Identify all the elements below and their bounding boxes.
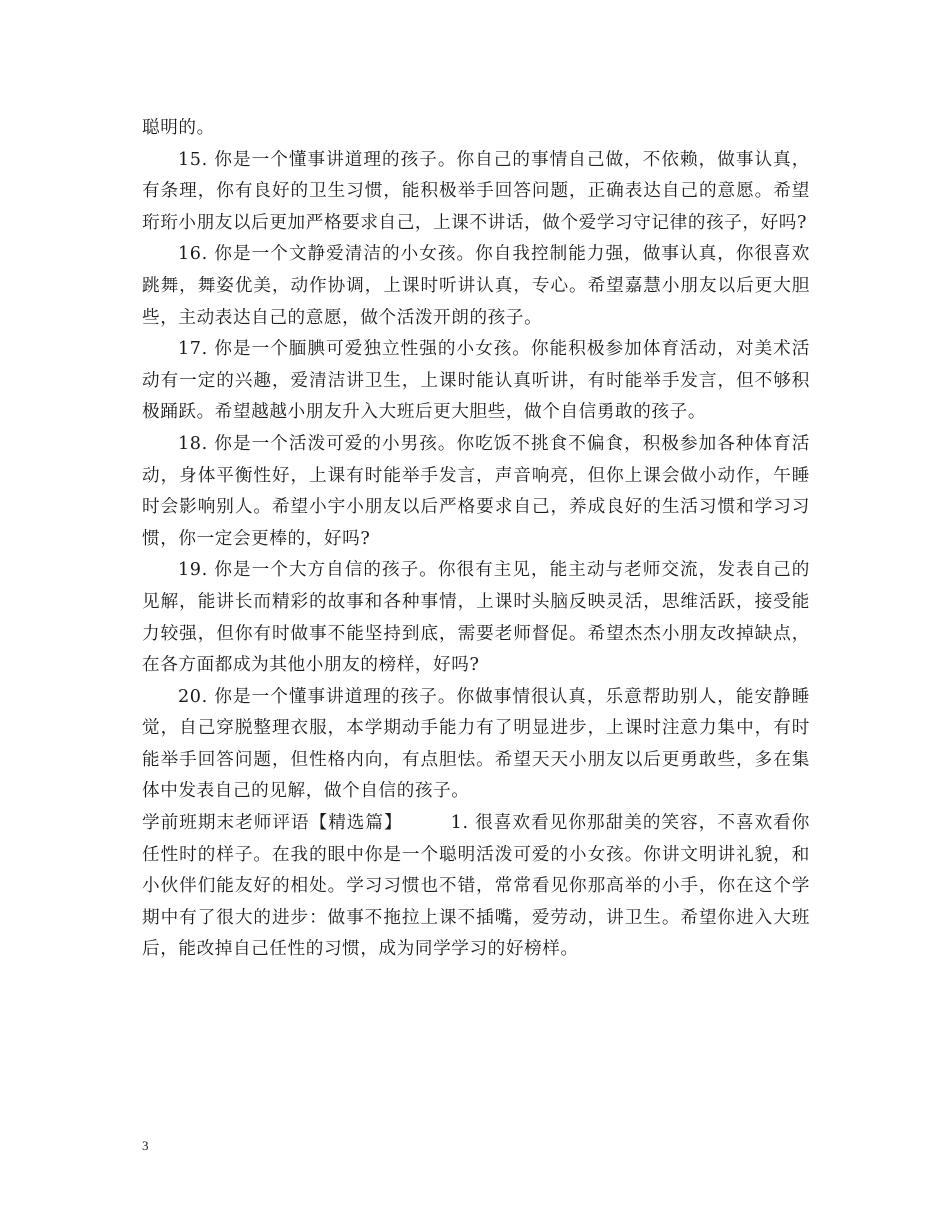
section-heading: 学前班期末老师评语【精选篇】: [142, 813, 403, 834]
comment-item-19: 19. 你是一个大方自信的孩子。你很有主见，能主动与老师交流，发表自己的见解，能讲长而精彩的故事和各种事情，上课时头脑反映灵活，思维活跃，接受能力较强，但你有时做事不能坚持到底，需要老师督促。希望杰杰小朋友改掉缺点，在各方面都成为其他小朋友的榜样，好吗?: [142, 560, 810, 676]
comment-item-16: 16. 你是一个文静爱清洁的小女孩。你自我控制能力强，做事认真，你很喜欢跳舞，舞姿优美，动作协调，上课时听讲认真，专心。希望嘉慧小朋友以后更大胆些，主动表达自己的意愿，做个活泼开朗的孩子。: [142, 244, 810, 328]
comment-item-20: 20. 你是一个懂事讲道理的孩子。你做事情很认真，乐意帮助别人，能安静睡觉，自己穿脱整理衣服，本学期动手能力有了明显进步，上课时注意力集中，有时能举手回答问题，但性格内向，有点胆怯。希望天天小朋友以后更勇敢些，多在集体中发表自己的见解，做个自信的孩子。: [142, 686, 810, 802]
section-item-1: 1. 很喜欢看见你那甜美的笑容，不喜欢看你任性时的样子。在我的眼中你是一个聪明活泼可爱的小女孩。你讲文明讲礼貌，和小伙伴们能友好的相处。学习习惯也不错，常常看见你那高举的小手，你在这个学期中有了很大的进步：做事不拖拉上课不插嘴，爱劳动，讲卫生。希望你进入大班后，能改掉自己任性的习惯，成为同学学习的好榜样。: [142, 813, 810, 960]
comment-item-17: 17. 你是一个腼腆可爱独立性强的小女孩。你能积极参加体育活动，对美术活动有一定的兴趣，爱清洁讲卫生，上课时能认真听讲，有时能举手发言，但不够积极踊跃。希望越越小朋友升入大班后更大胆些，做个自信勇敢的孩子。: [142, 339, 810, 423]
continuation-text: 聪明的。: [142, 118, 215, 138]
page-number: 3: [142, 1138, 149, 1153]
comment-item-15: 15. 你是一个懂事讲道理的孩子。你自己的事情自己做，不依赖，做事认真，有条理，你有良好的卫生习惯，能积极举手回答问题，正确表达自己的意愿。希望珩珩小朋友以后更加严格要求自己，上课不讲话，做个爱学习守记律的孩子，好吗?: [142, 149, 810, 233]
document-body: [142, 113, 810, 966]
section-paragraph: [142, 808, 810, 966]
comment-item-18: 18. 你是一个活泼可爱的小男孩。你吃饭不挑食不偏食，积极参加各种体育活动，身体平衡性好，上课有时能举手发言，声音响亮，但你上课会做小动作，午睡时会影响别人。希望小宇小朋友以后严格要求自己，养成良好的生活习惯和学习习惯，你一定会更棒的，好吗?: [142, 433, 810, 549]
